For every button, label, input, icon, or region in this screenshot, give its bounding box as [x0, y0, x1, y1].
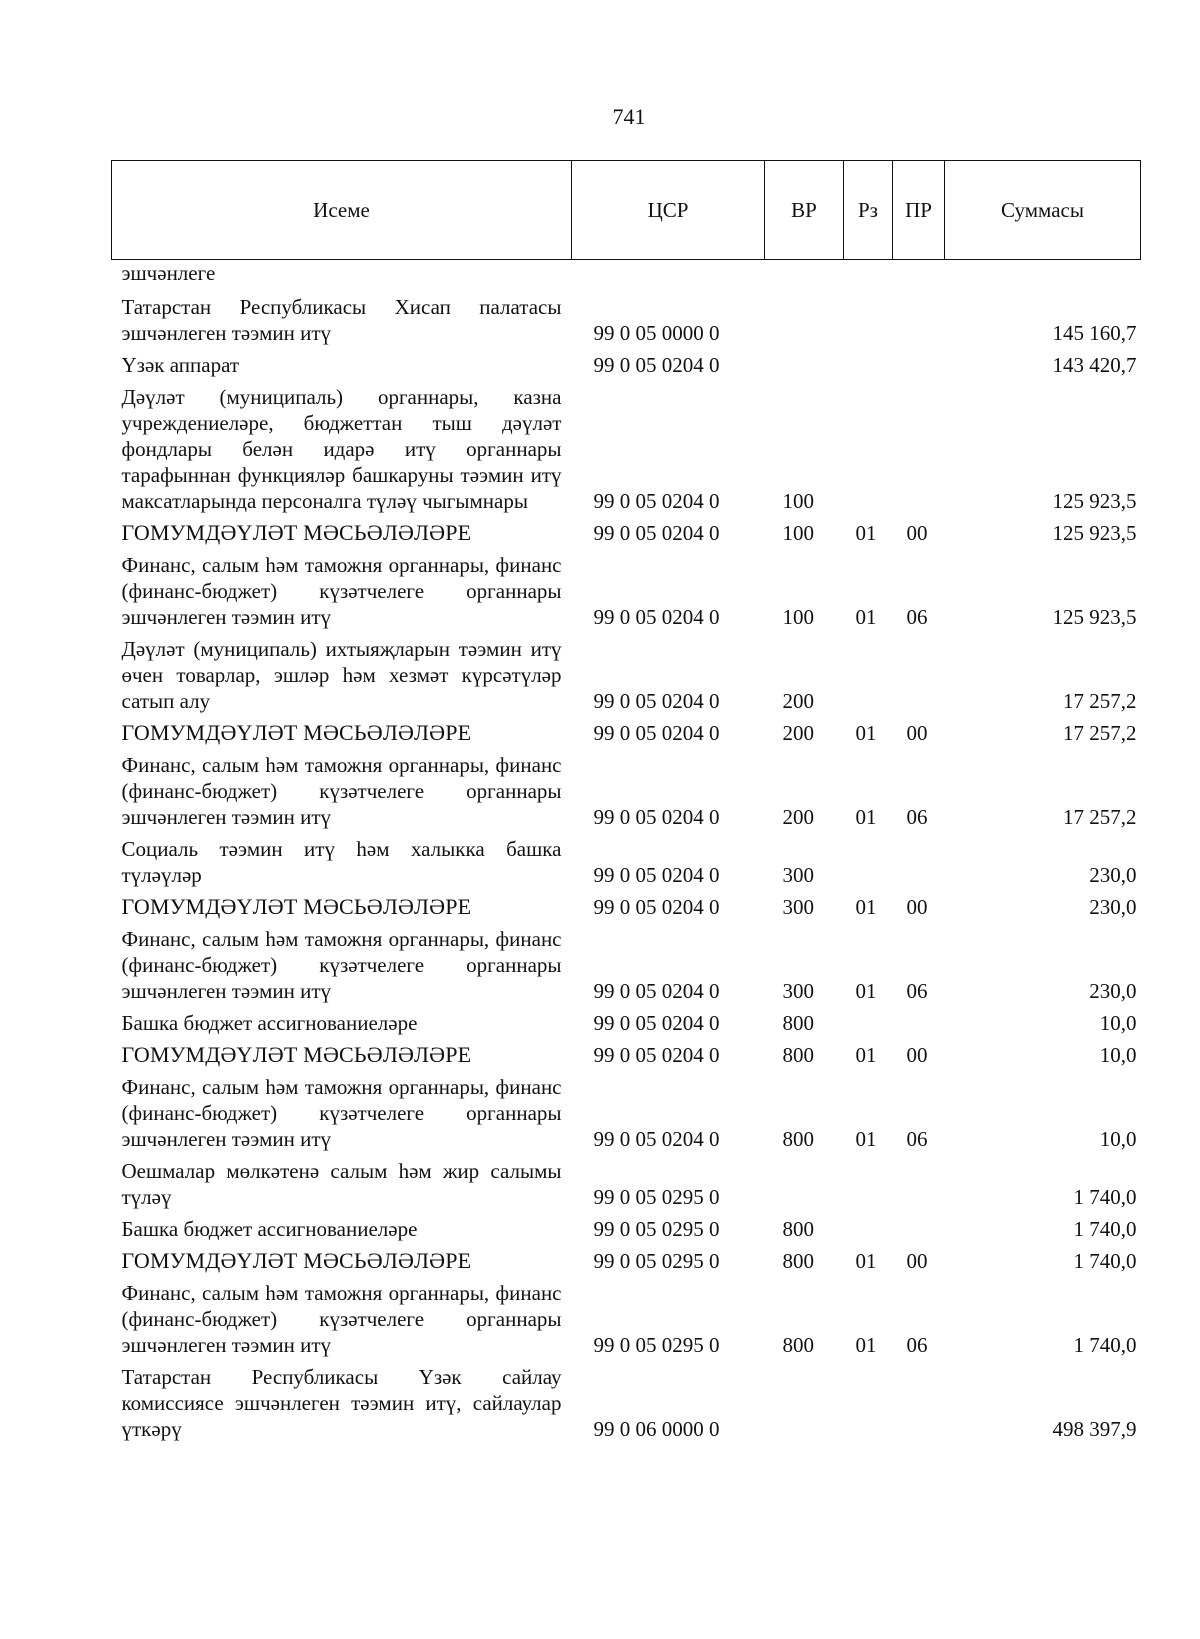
- cell-sum: 230,0: [1089, 979, 1137, 1003]
- cell-sum: 1 740,0: [1073, 1249, 1137, 1273]
- cell-vr: 200: [782, 721, 814, 745]
- cell-rz: 01: [855, 805, 877, 829]
- cell-pr: 00: [906, 521, 928, 545]
- header-name: Исеме: [112, 161, 572, 260]
- cell-sum: 1 740,0: [1073, 1185, 1137, 1209]
- cell-pr: 00: [906, 721, 928, 745]
- cell-rz: [844, 349, 893, 381]
- cell-vr: 300: [782, 895, 814, 919]
- cell-vr: 200: [782, 689, 814, 713]
- cell-rz: [844, 381, 893, 517]
- cell-sum: 498 397,9: [1052, 1417, 1137, 1441]
- cell-name: Социаль тәэмин итү һәм халыкка башка түләүләр: [121, 837, 562, 887]
- table-row: [112, 1039, 1141, 1071]
- cell-pr: [893, 833, 945, 891]
- cell-rz: [844, 1213, 893, 1245]
- table-row: [112, 749, 1141, 833]
- cell-name: Татарстан Республикасы Үзәк сайлау комиссиясе эшчәнлеген тәэмин итү, сайлаулар үткәрү: [121, 1365, 562, 1441]
- cell-pr: [893, 1361, 945, 1445]
- header-sum: Суммасы: [945, 161, 1141, 260]
- cell-vr: 800: [782, 1217, 814, 1241]
- table-row: [112, 1071, 1141, 1155]
- page-number: 741: [612, 104, 646, 129]
- cell-csr: 99 0 05 0204 0: [593, 353, 720, 377]
- cell-csr: 99 0 05 0204 0: [593, 521, 720, 545]
- budget-table: [111, 160, 1141, 1445]
- header-csr: ЦСР: [572, 161, 765, 260]
- cell-rz: [844, 1007, 893, 1039]
- cell-sum: 125 923,5: [1052, 521, 1137, 545]
- cell-name: Үзәк аппарат: [121, 353, 240, 377]
- cell-vr: 100: [782, 489, 814, 513]
- table-row: [112, 1213, 1141, 1245]
- table-row: [112, 891, 1141, 923]
- table-row: [112, 1277, 1141, 1361]
- cell-vr: 100: [782, 605, 814, 629]
- table-row: [112, 923, 1141, 1007]
- cell-name: ГОМУМДӘҮЛӘТ МӘСЬӘЛӘЛӘРЕ: [121, 720, 472, 745]
- cell-sum: 145 160,7: [1052, 321, 1137, 345]
- header-vr: ВР: [765, 161, 844, 260]
- cell-pr: 00: [906, 895, 928, 919]
- cell-csr: 99 0 05 0204 0: [593, 1043, 720, 1067]
- table-row: [112, 349, 1141, 381]
- cell-name: Дәүләт (муниципаль) органнары, казна учреждениеләре, бюджеттан тыш дәүләт фондлары белән идарә итү органнары тарафыннан функцияләр башкаруны тәэмин итү максатларында персоналга түләү чыгымнары: [121, 385, 562, 513]
- cell-pr: [893, 260, 945, 292]
- cell-csr: 99 0 05 0204 0: [593, 979, 720, 1003]
- header-rz: Рз: [844, 161, 893, 260]
- cell-name: Финанс, салым һәм таможня органнары, финанс (финанс-бюджет) күзәтчелеге органнары эшчәнлеген тәэмин итү: [121, 1075, 562, 1151]
- cell-csr: 99 0 05 0204 0: [593, 689, 720, 713]
- cell-rz: 01: [855, 1043, 877, 1067]
- table-row: [112, 833, 1141, 891]
- cell-csr: 99 0 05 0204 0: [593, 863, 720, 887]
- table-row: [112, 549, 1141, 633]
- cell-pr: 00: [906, 1043, 928, 1067]
- cell-name: Финанс, салым һәм таможня органнары, финанс (финанс-бюджет) күзәтчелеге органнары эшчәнлеген тәэмин итү: [121, 753, 562, 829]
- cell-csr: 99 0 05 0204 0: [593, 721, 720, 745]
- cell-sum: 17 257,2: [1063, 689, 1137, 713]
- cell-csr: 99 0 05 0295 0: [593, 1185, 720, 1209]
- cell-sum: 17 257,2: [1063, 805, 1137, 829]
- cell-vr: 100: [782, 521, 814, 545]
- cell-sum: 1 740,0: [1073, 1217, 1137, 1241]
- cell-vr: 800: [782, 1127, 814, 1151]
- cell-sum: 10,0: [1099, 1011, 1137, 1035]
- cell-name: Дәүләт (муниципаль) ихтыяҗларын тәэмин итү өчен товарлар, эшләр һәм хезмәт күрсәтүләр сатып алу: [121, 637, 562, 713]
- cell-vr: 800: [782, 1249, 814, 1273]
- cell-rz: [844, 833, 893, 891]
- cell-name: Башка бюджет ассигнованиеләре: [121, 1217, 418, 1241]
- cell-sum: 17 257,2: [1063, 721, 1137, 745]
- cell-vr: [765, 1155, 844, 1213]
- cell-vr: 300: [782, 863, 814, 887]
- cell-rz: [844, 1155, 893, 1213]
- cell-csr: 99 0 05 0204 0: [593, 605, 720, 629]
- cell-sum: [945, 260, 1141, 292]
- cell-rz: 01: [855, 521, 877, 545]
- cell-rz: 01: [855, 979, 877, 1003]
- cell-rz: 01: [855, 1333, 877, 1357]
- table-row: [112, 381, 1141, 517]
- cell-pr: 06: [906, 1333, 928, 1357]
- cell-csr: 99 0 06 0000 0: [593, 1417, 720, 1441]
- cell-csr: 99 0 05 0000 0: [593, 321, 720, 345]
- cell-rz: [844, 1361, 893, 1445]
- cell-pr: 06: [906, 805, 928, 829]
- cell-pr: [893, 381, 945, 517]
- cell-csr: 99 0 05 0295 0: [593, 1217, 720, 1241]
- cell-name: Финанс, салым һәм таможня органнары, финанс (финанс-бюджет) күзәтчелеге органнары эшчәнлеген тәэмин итү: [121, 927, 562, 1003]
- table-row: [112, 1361, 1141, 1445]
- cell-csr: [572, 260, 765, 292]
- table-row: [112, 633, 1141, 717]
- cell-name: Финанс, салым һәм таможня органнары, финанс (финанс-бюджет) күзәтчелеге органнары эшчәнлеген тәэмин итү: [121, 553, 562, 629]
- cell-csr: 99 0 05 0204 0: [593, 805, 720, 829]
- cell-csr: 99 0 05 0204 0: [593, 895, 720, 919]
- cell-csr: 99 0 05 0295 0: [593, 1249, 720, 1273]
- cell-rz: 01: [855, 605, 877, 629]
- cell-pr: [893, 633, 945, 717]
- cell-csr: 99 0 05 0204 0: [593, 1127, 720, 1151]
- cell-name: ГОМУМДӘҮЛӘТ МӘСЬӘЛӘЛӘРЕ: [121, 894, 472, 919]
- cell-pr: [893, 349, 945, 381]
- cell-vr: [765, 1361, 844, 1445]
- cell-sum: 230,0: [1089, 895, 1137, 919]
- cell-sum: 143 420,7: [1052, 353, 1137, 377]
- table-row: [112, 291, 1141, 349]
- cell-vr: [765, 260, 844, 292]
- cell-rz: 01: [855, 1127, 877, 1151]
- cell-name: Оешмалар мөлкәтенә салым һәм жир салымы түләү: [121, 1159, 562, 1209]
- cell-sum: 10,0: [1099, 1043, 1137, 1067]
- table-body: [112, 260, 1141, 1446]
- cell-sum: 230,0: [1089, 863, 1137, 887]
- cell-sum: 125 923,5: [1052, 489, 1137, 513]
- cell-sum: 1 740,0: [1073, 1333, 1137, 1357]
- cell-csr: 99 0 05 0204 0: [593, 489, 720, 513]
- cell-rz: 01: [855, 895, 877, 919]
- cell-pr: [893, 1155, 945, 1213]
- cell-rz: 01: [855, 1249, 877, 1273]
- cell-sum: 125 923,5: [1052, 605, 1137, 629]
- table-row: [112, 1007, 1141, 1039]
- cell-vr: 300: [782, 979, 814, 1003]
- table-row: [112, 517, 1141, 549]
- cell-rz: 01: [855, 721, 877, 745]
- header-pr: ПР: [893, 161, 945, 260]
- cell-pr: [893, 1213, 945, 1245]
- cell-name: ГОМУМДӘҮЛӘТ МӘСЬӘЛӘЛӘРЕ: [121, 1248, 472, 1273]
- cell-name: ГОМУМДӘҮЛӘТ МӘСЬӘЛӘЛӘРЕ: [121, 520, 472, 545]
- cell-pr: [893, 291, 945, 349]
- cell-rz: [844, 260, 893, 292]
- cell-name: Башка бюджет ассигнованиеләре: [121, 1011, 418, 1035]
- cell-vr: [765, 349, 844, 381]
- cell-pr: 06: [906, 1127, 928, 1151]
- cell-csr: 99 0 05 0295 0: [593, 1333, 720, 1357]
- cell-vr: 800: [782, 1333, 814, 1357]
- cell-pr: 06: [906, 979, 928, 1003]
- cell-name: Татарстан Республикасы Хисап палатасы эшчәнлеген тәэмин итү: [121, 295, 562, 345]
- cell-name: Финанс, салым һәм таможня органнары, финанс (финанс-бюджет) күзәтчелеге органнары эшчәнлеген тәэмин итү: [121, 1281, 562, 1357]
- cell-pr: [893, 1007, 945, 1039]
- cell-rz: [844, 633, 893, 717]
- cell-vr: [765, 291, 844, 349]
- cell-name: эшчәнлеге: [121, 261, 216, 285]
- cell-pr: 06: [906, 605, 928, 629]
- cell-pr: 00: [906, 1249, 928, 1273]
- cell-vr: 800: [782, 1011, 814, 1035]
- table-row: [112, 260, 1141, 292]
- table-row: [112, 1155, 1141, 1213]
- cell-csr: 99 0 05 0204 0: [593, 1011, 720, 1035]
- cell-vr: 200: [782, 805, 814, 829]
- cell-name: ГОМУМДӘҮЛӘТ МӘСЬӘЛӘЛӘРЕ: [121, 1042, 472, 1067]
- cell-rz: [844, 291, 893, 349]
- cell-sum: 10,0: [1099, 1127, 1137, 1151]
- table-row: [112, 1245, 1141, 1277]
- cell-vr: 800: [782, 1043, 814, 1067]
- table-header: [112, 161, 1141, 260]
- table-row: [112, 717, 1141, 749]
